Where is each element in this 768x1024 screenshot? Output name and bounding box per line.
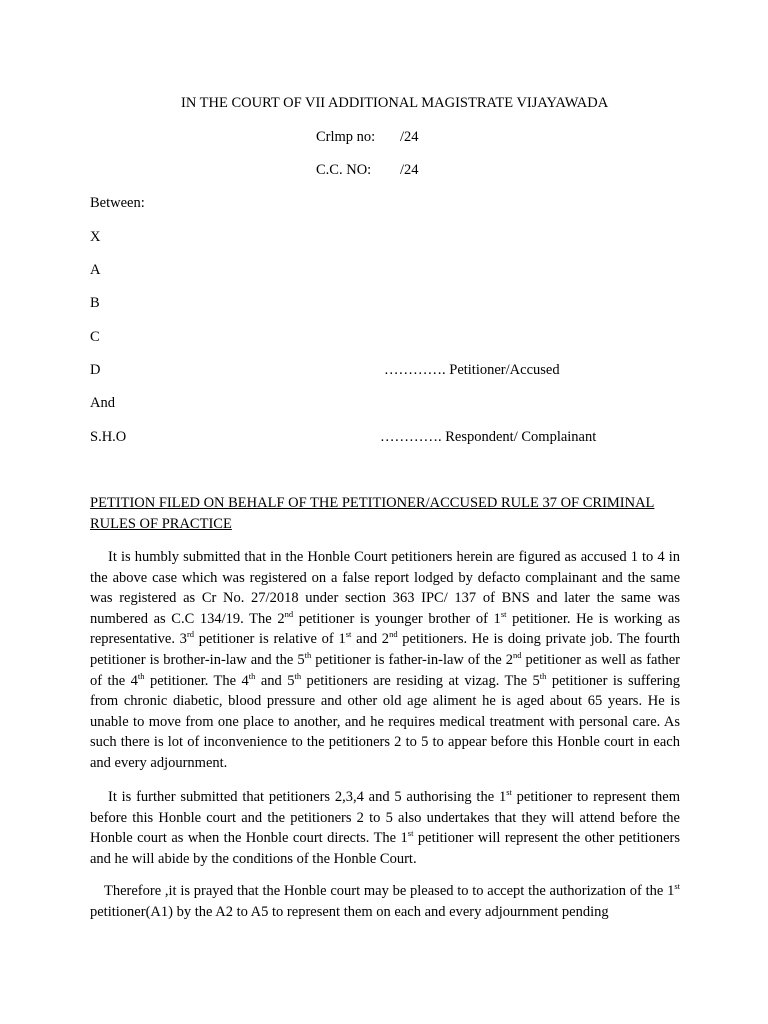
court-title: IN THE COURT OF VII ADDITIONAL MAGISTRATE VIJAYAWADA xyxy=(181,95,609,111)
petitioner-d: D xyxy=(90,362,101,378)
paragraph-1: It is humbly submitted that in the Honble Court petitioners herein are figured as accused 1 to 4 in the above case which was registered on a false report lodged by defacto complainant and the same was registered as Cr No. 27/2018 under section 363 IPC/ 137 of BNS and later the same was numbered as C.C 134/19. The 2nd petitioner is younger brother of 1st petitioner. He is working as representative. 3rd petitioner is relative of 1st and 2nd petitioners. He is doing private job. The fourth petitioner is brother-in-law and the 5th petitioner is father-in-law of the 2nd petitioner as well as father of the 4th petitioner. The 4th and 5th petitioners are residing at vizag. The 5th petitioner is suffering from chronic diabetic, blood pressure and other old age aliment he is aged about 65 years. He is unable to move from one place to another, and he requires medical treatment with personal care. As such there is lot of inconvenience to the petitioners 2 to 5 to appear before this Honble court in each and every adjournment. xyxy=(90,549,681,771)
respondent-role: …………. Respondent/ Complainant xyxy=(380,429,597,445)
cc-number: /24 xyxy=(400,162,419,178)
petitioner-b: B xyxy=(90,295,100,311)
petitioner-a: A xyxy=(90,262,101,278)
paragraph-3: Therefore ,it is prayed that the Honble court may be pleased to to accept the authorization of the 1st petitioner(A1) by the A2 to A5 to represent them on each and every adjournment pending xyxy=(90,881,680,920)
petition-heading: PETITION FILED ON BEHALF OF THE PETITIONER/ACCUSED RULE 37 OF CRIMINAL RULES OF PRACTICE xyxy=(90,495,655,532)
crlmp-number: /24 xyxy=(400,129,419,145)
paragraph-2: It is further submitted that petitioners 2,3,4 and 5 authorising the 1st petitioner to represent them before this Honble court and the petitioners 2 to 5 also undertakes that they will attend before the Honble court as when the Honble court directs. The 1st petitioner will represent the other petitioners and he will abide by the conditions of the Honble Court. xyxy=(90,787,681,867)
between-label: Between: xyxy=(90,195,145,211)
cc-label: C.C. NO: xyxy=(316,162,372,178)
respondent-name: S.H.O xyxy=(90,429,127,445)
crlmp-label: Crlmp no: xyxy=(316,129,376,145)
petitioner-c: C xyxy=(90,329,100,345)
petitioner-x: X xyxy=(90,229,101,245)
petitioner-role: …………. Petitioner/Accused xyxy=(384,362,560,378)
and-label: And xyxy=(90,395,115,411)
